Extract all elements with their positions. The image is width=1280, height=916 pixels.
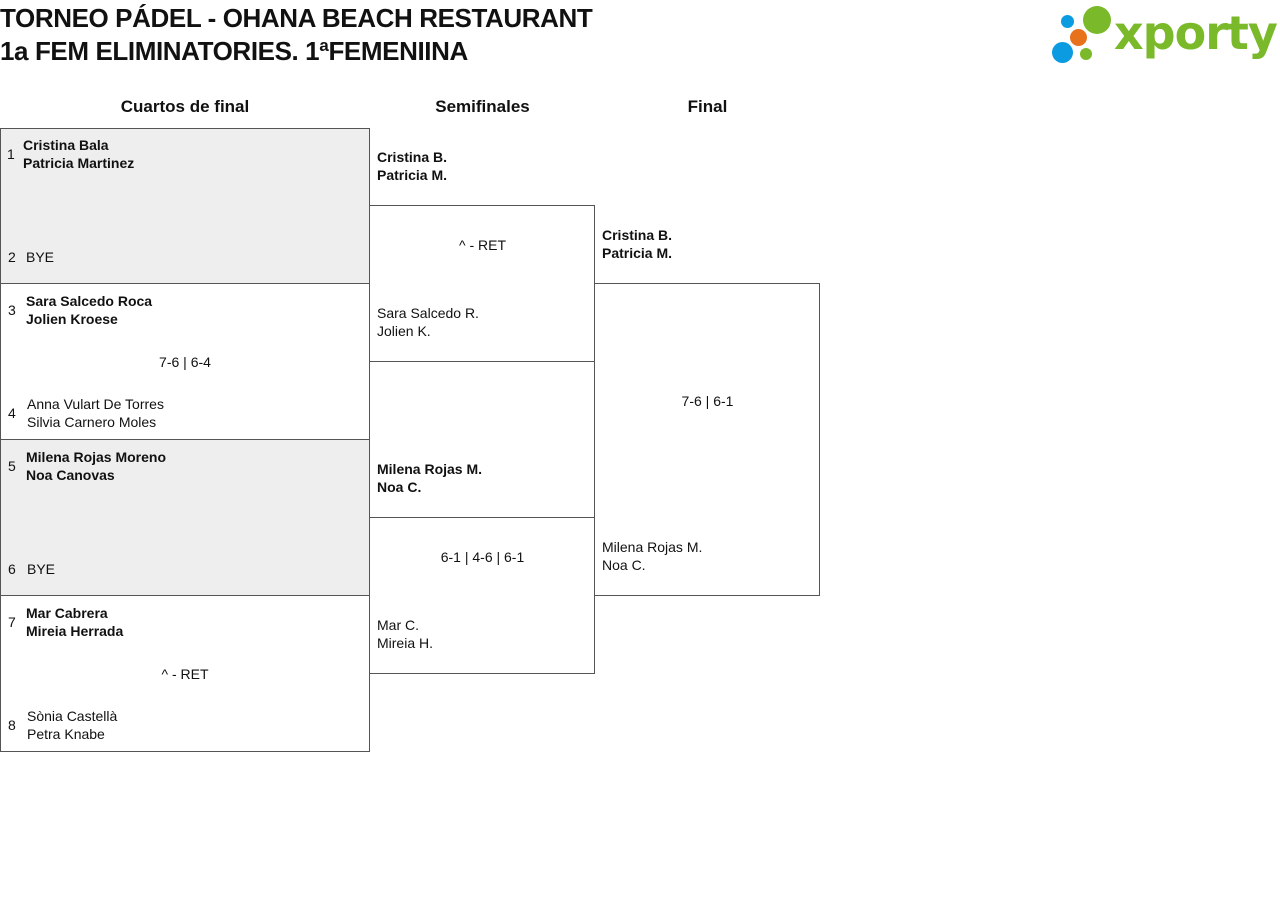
player-name[interactable]: Cristina B. <box>377 149 448 165</box>
seed-number: 7 <box>8 614 16 630</box>
category-title: 1a FEM ELIMINATORIES. 1ªFEMENIINA <box>0 36 468 66</box>
column-heading-final: Final <box>687 97 728 116</box>
match-score: 6-1 | 4-6 | 6-1 <box>440 549 525 565</box>
tournament-title: TORNEO PÁDEL - OHANA BEACH RESTAURANT <box>0 3 593 33</box>
player-name[interactable]: Milena Rojas Moreno <box>26 449 167 465</box>
logo-dot-blue <box>1061 15 1074 28</box>
column-heading-semifinals: Semifinales <box>435 97 530 116</box>
seed-number: 5 <box>8 458 16 474</box>
player-name[interactable]: Jolien Kroese <box>26 311 118 327</box>
player-name[interactable]: Mireia Herrada <box>26 623 124 639</box>
match-score: ^ - RET <box>458 237 506 253</box>
player-name[interactable]: Anna Vulart De Torres <box>27 396 164 412</box>
logo-wordmark: xporty <box>1114 6 1277 60</box>
logo-dot-green-small <box>1080 48 1092 60</box>
seed-number: 1 <box>7 146 15 162</box>
seed-number: 8 <box>8 717 16 733</box>
player-name[interactable]: Cristina Bala <box>23 137 109 153</box>
match-score: 7-6 | 6-1 <box>681 393 734 409</box>
xporty-logo <box>1052 4 1276 66</box>
player-name[interactable]: Cristina B. <box>602 227 673 243</box>
bye-label: BYE <box>27 561 56 577</box>
player-name[interactable]: Sara Salcedo Roca <box>26 293 153 309</box>
seed-number: 2 <box>8 249 16 265</box>
player-name[interactable]: Patricia M. <box>602 245 673 261</box>
player-name[interactable]: Petra Knabe <box>27 726 105 742</box>
column-heading-quarterfinals: Cuartos de final <box>120 97 250 116</box>
player-name[interactable]: Milena Rojas M. <box>602 539 703 555</box>
player-name[interactable]: Noa C. <box>377 479 422 495</box>
match-score: 7-6 | 6-4 <box>159 354 211 370</box>
logo-dot-blue-large <box>1052 42 1073 63</box>
player-name[interactable]: Mar Cabrera <box>26 605 108 621</box>
seed-number: 6 <box>8 561 16 577</box>
player-name[interactable]: Silvia Carnero Moles <box>27 414 157 430</box>
player-name[interactable]: Patricia M. <box>377 167 448 183</box>
player-name[interactable]: Mar C. <box>377 617 419 633</box>
player-name[interactable]: Noa Canovas <box>26 467 115 483</box>
player-name[interactable]: Mireia H. <box>377 635 434 651</box>
bye-label: BYE <box>26 249 55 265</box>
player-name[interactable]: Milena Rojas M. <box>377 461 483 477</box>
logo-dot-green <box>1083 6 1111 34</box>
seed-number: 3 <box>8 302 16 318</box>
seed-number: 4 <box>8 405 16 421</box>
logo-dot-orange <box>1070 29 1087 46</box>
player-name[interactable]: Sara Salcedo R. <box>377 305 479 321</box>
player-name[interactable]: Sònia Castellà <box>27 708 118 724</box>
player-name[interactable]: Noa C. <box>602 557 646 573</box>
match-score: ^ - RET <box>161 666 209 682</box>
player-name[interactable]: Patricia Martinez <box>23 155 135 171</box>
player-name[interactable]: Jolien K. <box>377 323 431 339</box>
